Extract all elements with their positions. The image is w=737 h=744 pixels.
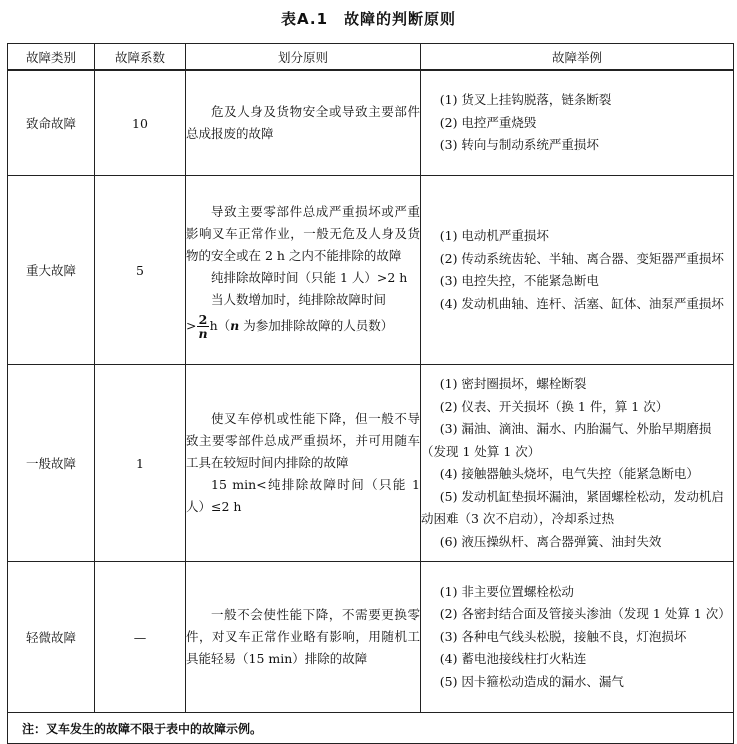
table-header-row: [8, 44, 734, 71]
table-note-row: [8, 713, 734, 744]
principle-text: 纯排除故障时间（只能 1 人）>2 h: [211, 269, 408, 285]
formula-unit: h: [209, 317, 218, 333]
table-title: 表A.1 故障的判断原则: [280, 10, 457, 28]
example-item: (3) 转向与制动系统严重损坏: [439, 137, 599, 153]
fault-coefficient: 10: [95, 70, 186, 176]
example-item: (5) 因卡箍松动造成的漏水、漏气: [439, 673, 624, 689]
example-item: (3) 漏油、滴油、漏水、内胎漏气、外胎早期磨损（发现 1 处算 1 次）: [421, 421, 712, 459]
example-item: (1) 非主要位置螺栓松动: [439, 583, 574, 599]
example-item: (4) 蓄电池接线柱打火粘连: [439, 651, 587, 667]
example-item: (2) 各密封结合面及管接头渗油（发现 1 处算 1 次）: [439, 606, 731, 622]
formula-prefix: >: [186, 317, 197, 333]
example-item: (3) 电控失控，不能紧急断电: [439, 273, 599, 288]
header-category: 故障类别: [8, 44, 95, 71]
example-item: (2) 仪表、开关损坏（换 1 件，算 1 次）: [439, 398, 669, 414]
fault-coefficient: 5: [95, 176, 186, 365]
table-row: [8, 70, 734, 176]
fault-category: 一般故障: [8, 365, 95, 562]
example-item: (1) 密封圈损坏，螺栓断裂: [439, 376, 587, 391]
table-row: [8, 562, 734, 713]
fault-category: 轻微故障: [8, 562, 95, 713]
table-note: 注：叉车发生的故障不限于表中的故障示例。: [8, 713, 734, 744]
header-principle: 划分原则: [186, 44, 421, 71]
example-item: (4) 发动机曲轴、连杆、活塞、缸体、油泵严重损坏: [439, 295, 724, 311]
example-item: (6) 液压操纵杆、离合器弹簧、油封失效: [439, 533, 662, 549]
fault-examples: [421, 562, 734, 713]
principle-text: 当人数增加时，纯排除故障时间: [211, 291, 387, 307]
fault-coefficient: —: [95, 562, 186, 713]
example-item: (2) 电控严重烧毁: [439, 114, 537, 130]
example-item: (1) 电动机严重损坏: [439, 228, 549, 243]
example-item: (3) 各种电气线头松脱，接触不良，灯泡损坏: [439, 628, 687, 644]
header-examples: 故障举例: [421, 44, 734, 71]
formula-variable: n: [230, 317, 240, 333]
fault-examples: [421, 365, 734, 562]
principle-text: 15 min<纯排除故障时间（只能 1 人）≤2 h: [186, 477, 420, 514]
fault-principle: [186, 365, 421, 562]
fault-principle: [186, 562, 421, 713]
fault-examples: [421, 70, 734, 176]
formula-description: 为参加排除故障的人员数）: [239, 317, 394, 333]
example-item: (1) 货叉上挂钩脱落，链条断裂: [439, 92, 612, 108]
example-item: (2) 传动系统齿轮、半轴、离合器、变矩器严重损坏: [439, 250, 724, 266]
fault-judgment-table: [7, 43, 734, 744]
formula-fraction: [197, 313, 208, 340]
fault-examples: [421, 176, 734, 365]
principle-text: 危及人身及货物安全或导致主要部件总成报废的故障: [186, 104, 420, 141]
formula-denominator: n: [198, 325, 208, 341]
example-item: (5) 发动机缸垫损坏漏油，紧固螺栓松动，发动机启动困难（3 次不启动），冷却系过热: [421, 488, 724, 526]
fault-coefficient: 1: [95, 365, 186, 562]
table-row: [8, 365, 734, 562]
formula-paren: （: [217, 317, 231, 333]
example-item: (4) 接触器触头烧坏，电气失控（能紧急断电）: [439, 466, 699, 481]
principle-text: 一般不会使性能下降，不需要更换零件，对叉车正常作业略有影响，用随机工具能轻易（15 min）排除的故障: [186, 607, 420, 666]
principle-text: 使叉车停机或性能下降，但一般不导致主要零部件总成严重损坏，并可用随车工具在较短时间内排除的故障: [186, 411, 420, 470]
table-row: [8, 176, 734, 365]
formula-numerator: 2: [198, 311, 208, 327]
fault-principle: [186, 176, 421, 365]
principle-text: 导致主要零部件总成严重损坏或严重影响叉车正常作业，一般无危及人身及货物的安全或在 2 h 之内不能排除的故障: [186, 203, 420, 263]
fault-category: 重大故障: [8, 176, 95, 365]
principle-formula: [186, 313, 420, 340]
header-coefficient: 故障系数: [95, 44, 186, 71]
fault-principle: [186, 70, 421, 176]
fault-category: 致命故障: [8, 70, 95, 176]
